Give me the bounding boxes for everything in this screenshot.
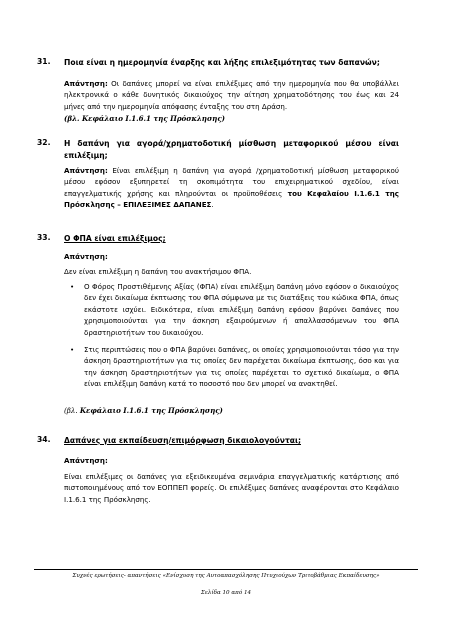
bullet-text: Ο Φόρος Προστιθέμενης Αξίας (ΦΠΑ) είναι επιλέξιμη δαπάνη μόνο εφόσον ο δικαιούχος δεν έχει δικαίωμα έκπτωσης του ΦΠΑ σύμφωνα με τις διατάξεις του κώδικα ΦΠΑ, όπως εκάστοτε ισχύει. Ειδικότερα, είναι επιλέξιμη δαπάνη εφόσον βαρύνει δαπάνες που χρησιμοποιούνται για την άσκηση εξαιρούμενων ή απαλλασσόμενων του ΦΠΑ δραστηριοτήτων του δικαιούχου. (84, 282, 399, 337)
answer-label: Απάντηση: (64, 79, 108, 88)
footer-divider (34, 569, 418, 570)
answer-text: Οι δαπάνες μπορεί να είναι επιλέξιμες από την ημερομηνία που θα υποβάλλει ηλεκτρονικά ο κάθε δυνητικός δικαιούχος την αίτηση χρηματοδότησης του έως και 24 μήνες από την ημερομηνία απόφασης ένταξης του στη Δράση. (64, 79, 399, 111)
question-33-answer-label: Απάντηση: (64, 252, 108, 261)
footer-title: Συχνές ερωτήσεις- απαντήσεις «Ενίσχυση της Αυτοαπασχόλησης Πτυχιούχων Τριτοβάθμιας Εκπαίδευσης» (72, 573, 380, 579)
list-item (64, 344, 399, 390)
bullet-text: Στις περιπτώσεις που ο ΦΠΑ βαρύνει δαπάνες, οι οποίες χρησιμοποιούνται τόσο για την άσκηση δραστηριοτήτων για τις οποίες δεν παρέχεται δικαίωμα έκπτωσης, όσο και για την άσκηση δραστηριοτήτων για τις οποίες παρέχεται το σχετικό δικαίωμα, ο ΦΠΑ είναι επιλέξιμη δαπάνη κατά το ποσοστό που δεν μπορεί να ανακτηθεί. (84, 345, 399, 389)
question-34-number: 34. (37, 435, 51, 444)
question-31-reference (64, 113, 399, 124)
page-number: Σελίδα 10 από 14 (200, 590, 252, 596)
question-34-title (64, 435, 399, 447)
question-32-answer (64, 165, 399, 211)
answer-label: Απάντηση: (64, 166, 108, 175)
question-32-title: Η δαπάνη για αγορά/χρηματοδοτική μίσθωση μεταφορικού μέσου είναι επιλέξιμη; (64, 139, 399, 160)
question-34-answer-label: Απάντηση: (64, 456, 108, 465)
list-item (64, 281, 399, 338)
question-34-title-text: Δαπάνες για εκπαίδευση/επιμόρφωση δικαιολογούνται; (64, 436, 301, 445)
question-33-title-text: Ο ΦΠΑ είναι επιλέξιμος; (64, 234, 166, 243)
reference-prefix: (βλ. (64, 406, 80, 415)
question-31-title: Ποια είναι η ημερομηνία έναρξης και λήξης επιλεξιμότητας των δαπανών; (64, 58, 380, 67)
bullet-icon: • (70, 282, 75, 291)
reference-bold: Κεφάλαιο Ι.1.6.1 της Πρόσκλησης) (79, 406, 223, 415)
question-31-answer (64, 78, 399, 112)
question-33-intro: Δεν είναι επιλέξιμη η δαπάνη του ανακτήσιμου ΦΠΑ. (64, 267, 252, 276)
question-33-bullet-list (64, 281, 399, 390)
question-33-reference (64, 405, 399, 416)
question-31-number: 31. (37, 57, 51, 66)
question-33-number: 33. (37, 233, 51, 242)
answer-bold-text: του Κεφαλαίου Ι.1.6.1 της Πρόσκλησης – ΕΠΙΛΕΞΙΜΕΣ ΔΑΠΑΝΕΣ (64, 188, 400, 210)
question-33-title (64, 233, 399, 245)
question-34-answer: Είναι επιλέξιμες οι δαπάνες για εξειδικευμένα σεμινάρια επαγγελματικής κατάρτισης από πιστοποιημένους από τον ΕΟΠΠΕΠ φορείς. Οι επιλέξιμες δαπάνες αναφέρονται στο Κεφάλαιο Ι.1.6.1 της Πρόσκλησης. (64, 472, 399, 504)
reference-text: (βλ. Κεφάλαιο Ι.1.6.1 της Πρόσκλησης) (64, 114, 226, 123)
answer-end: . (211, 200, 214, 210)
question-32-number: 32. (37, 138, 51, 147)
bullet-icon: • (70, 345, 75, 355)
answer-text: Είναι επιλέξιμη η δαπάνη για αγορά /χρηματοδοτική μίσθωση μεταφορικού μέσου εφόσον εξυπηρετεί τη σκοπιμότητα του επιχειρηματικού σχεδίου, είναι επαγγελματικής χρήσης και πληρούνται οι προϋποθέσεις (64, 166, 399, 198)
